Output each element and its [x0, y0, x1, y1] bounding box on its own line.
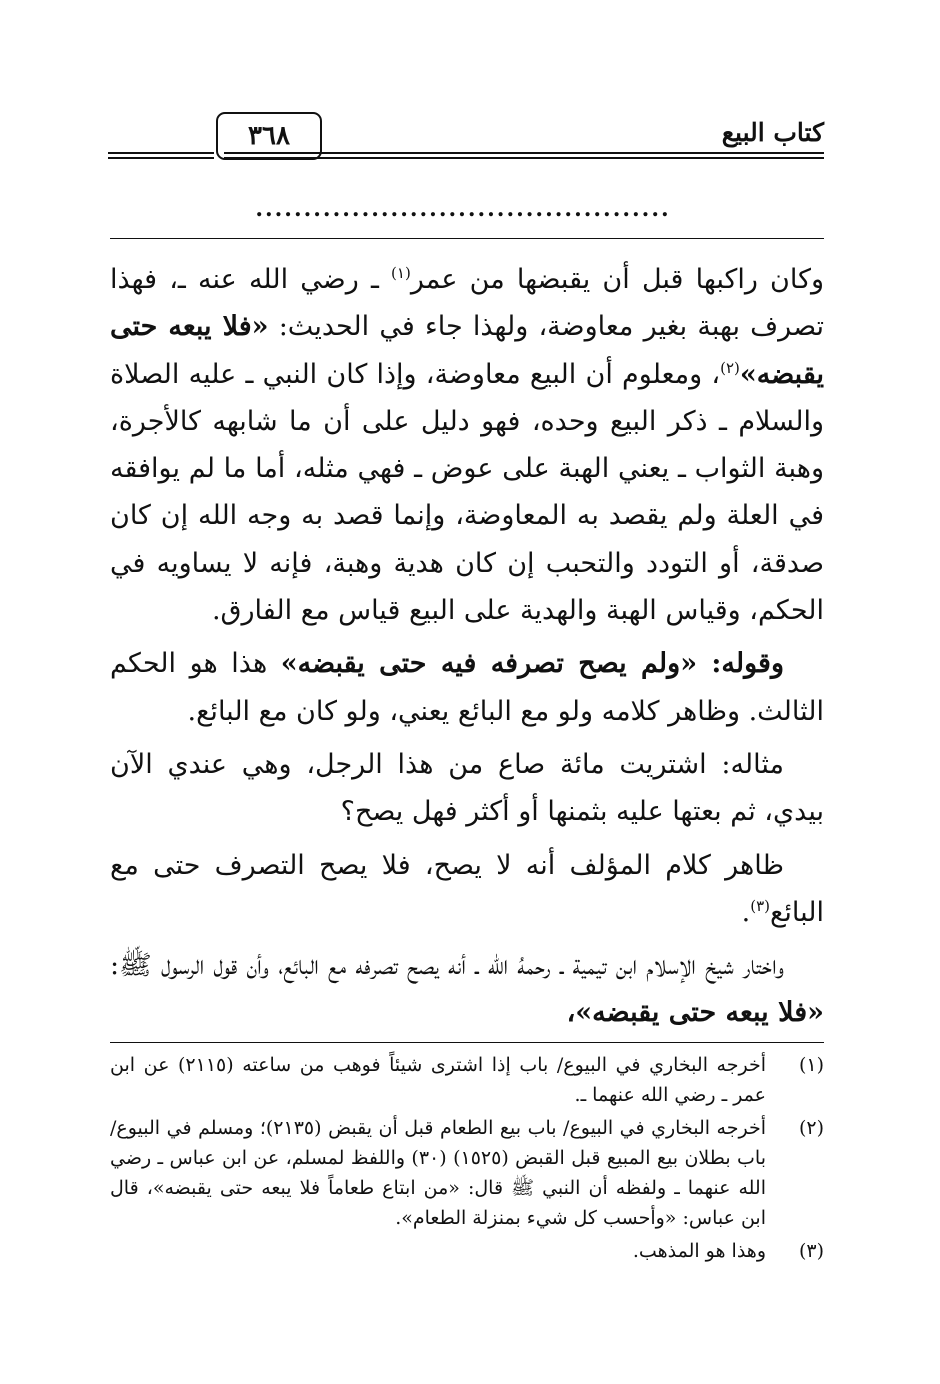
paragraph-5: [110, 942, 824, 1037]
page-number: ٣٦٨: [216, 112, 322, 160]
body-top-rule: [110, 238, 824, 239]
p1-text-b: ـ رضي الله عنه ـ، فهذا تصرف بهبة بغير معاوضة، ولهذا جاء في الحديث:: [110, 264, 824, 343]
paragraph-1: [110, 256, 824, 634]
book-title: كتاب البيع: [721, 118, 824, 147]
p4-text: ظاهر كلام المؤلف أنه لا يصح، فلا يصح التصرف حتى مع البائع: [110, 849, 824, 928]
footnote-number: (٢): [798, 1117, 824, 1139]
footnote-2: [110, 1113, 824, 1233]
footnote-text: أخرجه البخاري في البيوع/ باب بيع الطعام قبل أن يقبض (٢١٣٥)؛ ومسلم في البيوع/ باب بطلان بيع المبيع قبل القبض (١٥٢٥) (٣٠) واللفظ لمسلم، عن ابن عباس ـ رضي الله عنهما ـ ولفظه أن النبي ﷺ قال: «من ابتاع طعاماً فلا يبعه حتى يقبضه»، قال ابن عباس: «وأحسب كل شيء بمنزلة الطعام».: [110, 1117, 766, 1229]
header-rule: [224, 152, 824, 154]
footnote-number: (١): [798, 1054, 824, 1076]
running-header: [108, 112, 824, 164]
paragraph-4: [110, 842, 824, 937]
p2-lead: وقوله: «ولم يصح تصرفه فيه حتى يقبضه»: [280, 648, 784, 680]
footnote-number: (٣): [798, 1240, 824, 1262]
p4-end: .: [741, 896, 751, 928]
footnote-rule: [110, 1042, 824, 1043]
footnote-ref-3[interactable]: (٣): [750, 896, 770, 915]
footnote-ref-2[interactable]: (٢): [720, 358, 740, 377]
paragraph-3: مثاله: اشتريت مائة صاع من هذا الرجل، وهي عندي الآن بيدي، ثم بعتها عليه بثمنها أو أكثر فهل يصح؟: [110, 748, 824, 828]
p2-rest: هذا هو الحكم الثالث. وظاهر كلامه ولو مع البائع يعني، ولو كان مع البائع.: [110, 648, 824, 727]
header-rule-left-2: [108, 157, 214, 159]
header-rule-2: [224, 157, 824, 159]
paragraph-2: [110, 640, 824, 735]
hadith-quote: «فلا يبعه حتى يقبضه»: [110, 311, 824, 390]
p5-text: واختار شيخ الإسلام ابن تيمية ـ رحمهُ الله ـ أنه يصح تصرفه مع البائع، وأن قول الرسول ﷺ:: [110, 950, 784, 982]
p1-text-c: ، ومعلوم أن البيع معاوضة، وإذا كان النبي ـ عليه الصلاة والسلام ـ ذكر البيع وحده، فهو دليل على أن ما شابهه كالأجرة، وهبة الثواب ـ يعني الهبة على عوض ـ فهي مثله، أما ما لم يوافقه في العلة ولم يقصد به المعاوضة، وإنما قصد به وجه الله إن كان صدقة، أو التودد والتحبب إن كان هدية وهبة، فإنه لا يساويه في الحكم، وقياس الهبة والهدية على البيع قياس مع الفارق.: [110, 358, 824, 627]
footnotes: [110, 1050, 824, 1269]
dotted-separator: ...........................................: [255, 196, 671, 222]
main-text: [110, 256, 824, 1043]
p5-quote: «فلا يبعه حتى يقبضه»،: [566, 997, 824, 1029]
header-rule-left: [108, 152, 214, 154]
footnote-1: [110, 1050, 824, 1110]
footnote-text: أخرجه البخاري في البيوع/ باب إذا اشترى شيئاً فوهب من ساعته (٢١١٥) عن ابن عمر ـ رضي الله عنهما ـ.: [110, 1054, 766, 1106]
footnote-ref-1[interactable]: (١): [391, 264, 411, 282]
footnote-text: وهذا هو المذهب.: [632, 1240, 766, 1262]
footnote-3: [110, 1236, 824, 1266]
p1-text-a: وكان راكبها قبل أن يقبضها من عمر: [410, 264, 824, 295]
